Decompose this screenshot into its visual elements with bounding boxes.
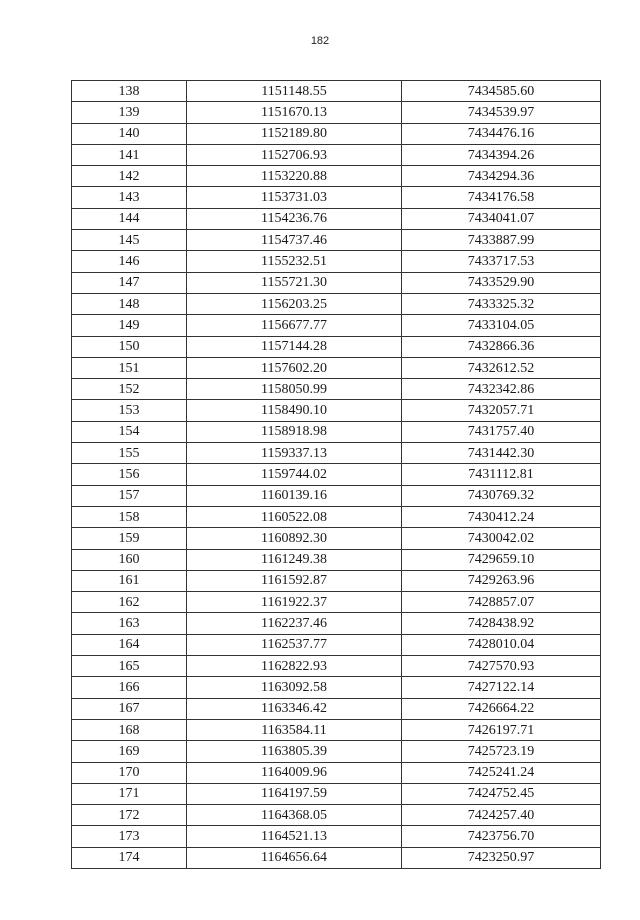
- x-coordinate-cell: 1162822.93: [187, 656, 402, 677]
- x-coordinate-cell: 1156203.25: [187, 293, 402, 314]
- point-number-cell: 156: [72, 464, 187, 485]
- point-number-cell: 142: [72, 166, 187, 187]
- table-row: [72, 315, 601, 336]
- y-coordinate-cell: 7432612.52: [402, 357, 601, 378]
- x-coordinate-cell: 1151148.55: [187, 81, 402, 102]
- table-row: [72, 506, 601, 527]
- table-row: [72, 570, 601, 591]
- table-row: [72, 357, 601, 378]
- x-coordinate-cell: 1158490.10: [187, 400, 402, 421]
- x-coordinate-cell: 1164521.13: [187, 826, 402, 847]
- point-number-cell: 160: [72, 549, 187, 570]
- point-number-cell: 155: [72, 443, 187, 464]
- y-coordinate-cell: 7434041.07: [402, 208, 601, 229]
- table-row: [72, 187, 601, 208]
- table-row: [72, 400, 601, 421]
- point-number-cell: 149: [72, 315, 187, 336]
- point-number-cell: 139: [72, 102, 187, 123]
- point-number-cell: 163: [72, 613, 187, 634]
- table-row: [72, 251, 601, 272]
- x-coordinate-cell: 1164009.96: [187, 762, 402, 783]
- x-coordinate-cell: 1157144.28: [187, 336, 402, 357]
- point-number-cell: 169: [72, 741, 187, 762]
- table-row: [72, 102, 601, 123]
- point-number-cell: 168: [72, 719, 187, 740]
- x-coordinate-cell: 1161592.87: [187, 570, 402, 591]
- table-row: [72, 336, 601, 357]
- table-row: [72, 528, 601, 549]
- table-row: [72, 656, 601, 677]
- table-row: [72, 421, 601, 442]
- x-coordinate-cell: 1163584.11: [187, 719, 402, 740]
- y-coordinate-cell: 7434476.16: [402, 123, 601, 144]
- point-number-cell: 170: [72, 762, 187, 783]
- point-number-cell: 146: [72, 251, 187, 272]
- y-coordinate-cell: 7424752.45: [402, 783, 601, 804]
- table-row: [72, 464, 601, 485]
- x-coordinate-cell: 1160892.30: [187, 528, 402, 549]
- x-coordinate-cell: 1158918.98: [187, 421, 402, 442]
- point-number-cell: 157: [72, 485, 187, 506]
- y-coordinate-cell: 7431442.30: [402, 443, 601, 464]
- x-coordinate-cell: 1161922.37: [187, 592, 402, 613]
- y-coordinate-cell: 7431112.81: [402, 464, 601, 485]
- y-coordinate-cell: 7425241.24: [402, 762, 601, 783]
- x-coordinate-cell: 1152189.80: [187, 123, 402, 144]
- point-number-cell: 159: [72, 528, 187, 549]
- x-coordinate-cell: 1151670.13: [187, 102, 402, 123]
- y-coordinate-cell: 7432866.36: [402, 336, 601, 357]
- table-row: [72, 741, 601, 762]
- table-row: [72, 805, 601, 826]
- point-number-cell: 140: [72, 123, 187, 144]
- point-number-cell: 150: [72, 336, 187, 357]
- y-coordinate-cell: 7427122.14: [402, 677, 601, 698]
- y-coordinate-cell: 7433887.99: [402, 230, 601, 251]
- table-row: [72, 592, 601, 613]
- y-coordinate-cell: 7434176.58: [402, 187, 601, 208]
- x-coordinate-cell: 1153220.88: [187, 166, 402, 187]
- x-coordinate-cell: 1164197.59: [187, 783, 402, 804]
- point-number-cell: 145: [72, 230, 187, 251]
- point-number-cell: 147: [72, 272, 187, 293]
- table-row: [72, 123, 601, 144]
- table-row: [72, 166, 601, 187]
- table-row: [72, 549, 601, 570]
- x-coordinate-cell: 1163805.39: [187, 741, 402, 762]
- y-coordinate-cell: 7433325.32: [402, 293, 601, 314]
- y-coordinate-cell: 7431757.40: [402, 421, 601, 442]
- y-coordinate-cell: 7425723.19: [402, 741, 601, 762]
- coordinates-table-body: [72, 81, 601, 869]
- y-coordinate-cell: 7434294.36: [402, 166, 601, 187]
- y-coordinate-cell: 7424257.40: [402, 805, 601, 826]
- y-coordinate-cell: 7430412.24: [402, 506, 601, 527]
- table-row: [72, 81, 601, 102]
- x-coordinate-cell: 1160522.08: [187, 506, 402, 527]
- table-row: [72, 443, 601, 464]
- table-row: [72, 144, 601, 165]
- x-coordinate-cell: 1159744.02: [187, 464, 402, 485]
- table-row: [72, 783, 601, 804]
- y-coordinate-cell: 7430042.02: [402, 528, 601, 549]
- table-row: [72, 719, 601, 740]
- point-number-cell: 165: [72, 656, 187, 677]
- point-number-cell: 151: [72, 357, 187, 378]
- y-coordinate-cell: 7433529.90: [402, 272, 601, 293]
- table-row: [72, 634, 601, 655]
- y-coordinate-cell: 7428438.92: [402, 613, 601, 634]
- point-number-cell: 171: [72, 783, 187, 804]
- point-number-cell: 166: [72, 677, 187, 698]
- x-coordinate-cell: 1155232.51: [187, 251, 402, 272]
- table-row: [72, 230, 601, 251]
- x-coordinate-cell: 1162537.77: [187, 634, 402, 655]
- table-row: [72, 677, 601, 698]
- y-coordinate-cell: 7429659.10: [402, 549, 601, 570]
- table-row: [72, 272, 601, 293]
- point-number-cell: 141: [72, 144, 187, 165]
- page-number: 182: [310, 35, 330, 47]
- y-coordinate-cell: 7428857.07: [402, 592, 601, 613]
- coordinates-table: [71, 80, 601, 869]
- point-number-cell: 152: [72, 379, 187, 400]
- x-coordinate-cell: 1156677.77: [187, 315, 402, 336]
- y-coordinate-cell: 7426664.22: [402, 698, 601, 719]
- y-coordinate-cell: 7428010.04: [402, 634, 601, 655]
- y-coordinate-cell: 7423756.70: [402, 826, 601, 847]
- table-row: [72, 762, 601, 783]
- x-coordinate-cell: 1162237.46: [187, 613, 402, 634]
- x-coordinate-cell: 1163092.58: [187, 677, 402, 698]
- y-coordinate-cell: 7433104.05: [402, 315, 601, 336]
- y-coordinate-cell: 7426197.71: [402, 719, 601, 740]
- x-coordinate-cell: 1160139.16: [187, 485, 402, 506]
- point-number-cell: 144: [72, 208, 187, 229]
- y-coordinate-cell: 7434585.60: [402, 81, 601, 102]
- point-number-cell: 173: [72, 826, 187, 847]
- x-coordinate-cell: 1159337.13: [187, 443, 402, 464]
- point-number-cell: 167: [72, 698, 187, 719]
- x-coordinate-cell: 1164656.64: [187, 847, 402, 868]
- table-row: [72, 698, 601, 719]
- point-number-cell: 162: [72, 592, 187, 613]
- table-row: [72, 208, 601, 229]
- point-number-cell: 161: [72, 570, 187, 591]
- x-coordinate-cell: 1154236.76: [187, 208, 402, 229]
- point-number-cell: 143: [72, 187, 187, 208]
- y-coordinate-cell: 7429263.96: [402, 570, 601, 591]
- x-coordinate-cell: 1153731.03: [187, 187, 402, 208]
- table-row: [72, 379, 601, 400]
- y-coordinate-cell: 7433717.53: [402, 251, 601, 272]
- point-number-cell: 138: [72, 81, 187, 102]
- point-number-cell: 154: [72, 421, 187, 442]
- point-number-cell: 164: [72, 634, 187, 655]
- y-coordinate-cell: 7434394.26: [402, 144, 601, 165]
- point-number-cell: 153: [72, 400, 187, 421]
- point-number-cell: 174: [72, 847, 187, 868]
- y-coordinate-cell: 7432057.71: [402, 400, 601, 421]
- point-number-cell: 158: [72, 506, 187, 527]
- table-row: [72, 613, 601, 634]
- x-coordinate-cell: 1158050.99: [187, 379, 402, 400]
- table-row: [72, 826, 601, 847]
- table-row: [72, 485, 601, 506]
- x-coordinate-cell: 1152706.93: [187, 144, 402, 165]
- y-coordinate-cell: 7434539.97: [402, 102, 601, 123]
- x-coordinate-cell: 1155721.30: [187, 272, 402, 293]
- point-number-cell: 148: [72, 293, 187, 314]
- x-coordinate-cell: 1154737.46: [187, 230, 402, 251]
- point-number-cell: 172: [72, 805, 187, 826]
- x-coordinate-cell: 1163346.42: [187, 698, 402, 719]
- y-coordinate-cell: 7423250.97: [402, 847, 601, 868]
- x-coordinate-cell: 1157602.20: [187, 357, 402, 378]
- table-row: [72, 847, 601, 868]
- table-row: [72, 293, 601, 314]
- x-coordinate-cell: 1164368.05: [187, 805, 402, 826]
- y-coordinate-cell: 7430769.32: [402, 485, 601, 506]
- x-coordinate-cell: 1161249.38: [187, 549, 402, 570]
- y-coordinate-cell: 7432342.86: [402, 379, 601, 400]
- y-coordinate-cell: 7427570.93: [402, 656, 601, 677]
